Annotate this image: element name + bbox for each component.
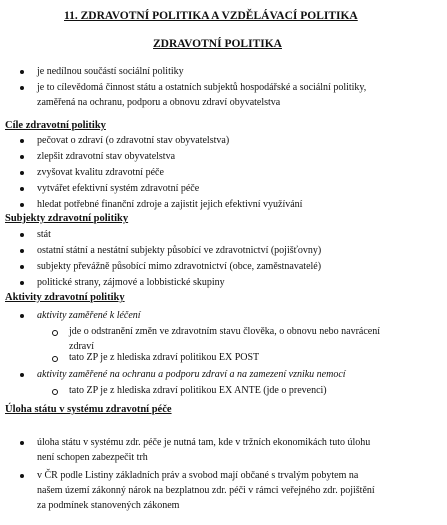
activities-subitem: jde o odstranění změn ve zdravotním stavu člověka, o obnovu nebo navrácení bbox=[69, 326, 381, 337]
goals-item: vytvářet efektivní systém zdravotní péče bbox=[37, 183, 200, 194]
page-title: 11. ZDRAVOTNÍ POLITIKA A VZDĚLÁVACÍ POLITIKA bbox=[64, 10, 358, 22]
intro-item-continued: zaměřená na ochranu, podporu a obnovu zdraví obyvatelstva bbox=[37, 97, 281, 108]
bullet-icon bbox=[20, 474, 24, 478]
bullet-icon bbox=[20, 249, 24, 253]
activities-heading: Aktivity zdravotní politiky bbox=[5, 292, 125, 303]
intro-item: je nedílnou součástí sociální politiky bbox=[37, 66, 184, 77]
goals-item: zvyšovat kvalitu zdravotní péče bbox=[37, 167, 164, 178]
activities-subitem-continued: zdraví bbox=[69, 341, 94, 352]
activities-item: aktivity zaměřené na ochranu a podporu zdraví a na zamezení vzniku nemocí bbox=[37, 369, 346, 380]
activities-item: aktivity zaměřené k léčení bbox=[37, 310, 141, 321]
bullet-icon bbox=[20, 281, 24, 285]
circle-bullet-icon bbox=[52, 356, 58, 362]
subjects-item: politické strany, zájmové a lobbistické skupiny bbox=[37, 277, 225, 288]
bullet-icon bbox=[20, 70, 24, 74]
section-title: ZDRAVOTNÍ POLITIKA bbox=[153, 38, 282, 50]
bullet-icon bbox=[20, 203, 24, 207]
subjects-item: ostatní státní a nestátní subjekty působící ve zdravotnictví (pojišťovny) bbox=[37, 245, 322, 256]
state-role-item: úloha státu v systému zdr. péče je nutná tam, kde v tržních ekonomikách tuto úlohu bbox=[37, 437, 371, 448]
activities-subitem: tato ZP je z hlediska zdraví politikou EX POST bbox=[69, 352, 260, 363]
bullet-icon bbox=[20, 139, 24, 143]
bullet-icon bbox=[20, 233, 24, 237]
goals-item: hledat potřebné finanční zdroje a zajistit jejich efektivní využívání bbox=[37, 199, 303, 210]
state-role-item-continued: není schopen zabezpečit trh bbox=[37, 452, 148, 463]
activities-subitem: tato ZP je z hlediska zdraví politikou EX ANTE (jde o prevenci) bbox=[69, 385, 327, 396]
goals-heading: Cíle zdravotní politiky bbox=[5, 120, 106, 131]
goals-item: zlepšit zdravotní stav obyvatelstva bbox=[37, 151, 176, 162]
goals-item: pečovat o zdraví (o zdravotní stav obyvatelstva) bbox=[37, 135, 230, 146]
circle-bullet-icon bbox=[52, 389, 58, 395]
bullet-icon bbox=[20, 171, 24, 175]
bullet-icon bbox=[20, 314, 24, 318]
bullet-icon bbox=[20, 155, 24, 159]
state-role-item: v ČR podle Listiny základních práv a svobod mají občané s trvalým pobytem na bbox=[37, 470, 359, 481]
state-role-item-continued: za podmínek stanovených zákonem bbox=[37, 500, 180, 511]
subjects-item: stát bbox=[37, 229, 51, 240]
subjects-heading: Subjekty zdravotní politiky bbox=[5, 213, 129, 224]
bullet-icon bbox=[20, 187, 24, 191]
circle-bullet-icon bbox=[52, 330, 58, 336]
bullet-icon bbox=[20, 86, 24, 90]
bullet-icon bbox=[20, 373, 24, 377]
bullet-icon bbox=[20, 441, 24, 445]
bullet-icon bbox=[20, 265, 24, 269]
intro-item: je to cílevědomá činnost státu a ostatních subjektů hospodářské a sociální politiky, bbox=[37, 82, 367, 93]
state-role-item-continued: našem území zákonný nárok na bezplatnou zdr. péči v rámci veřejného zdr. pojištění bbox=[37, 485, 375, 496]
subjects-item: subjekty převážně působící mimo zdravotnictví (obce, zaměstnavatelé) bbox=[37, 261, 322, 272]
state-role-heading: Úloha státu v systému zdravotní péče bbox=[5, 404, 172, 415]
